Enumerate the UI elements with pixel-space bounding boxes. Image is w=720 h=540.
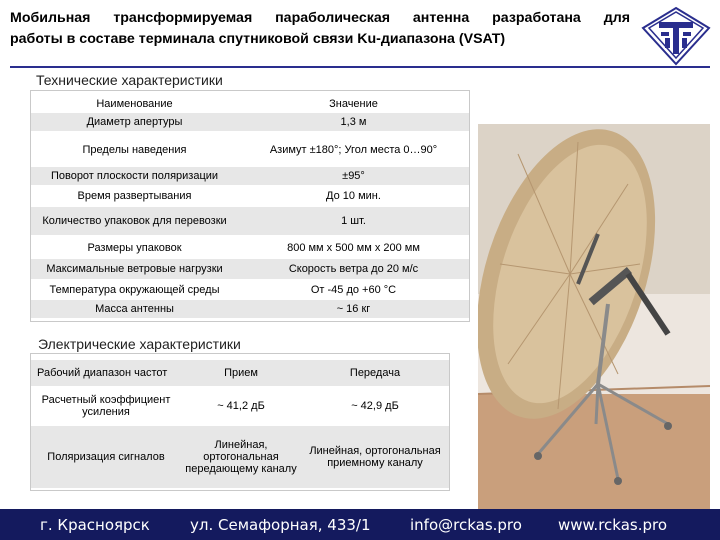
tech-section-heading: Технические характеристики	[36, 72, 223, 88]
header-divider	[10, 66, 710, 68]
table-row	[31, 239, 469, 257]
param-name: Расчетный коэффициент усиления	[41, 394, 171, 418]
param-name: Количество упаковок для перевозки	[42, 215, 227, 227]
elec-section-heading: Электрические характеристики	[38, 336, 241, 352]
param-value: ~ 16 кг	[336, 303, 371, 315]
title-line-2: работы в составе терминала спутниковой связи Ku-диапазона (VSAT)	[10, 31, 506, 47]
param-value: 800 мм х 500 мм х 200 мм	[287, 242, 420, 254]
param-name: Пределы наведения	[82, 144, 187, 156]
header-value: Значение	[329, 98, 378, 110]
header-name: Наименование	[96, 98, 173, 110]
receive-value: Прием	[224, 367, 258, 379]
transmit-value: Линейная, ортогональная приемному каналу	[309, 445, 441, 469]
table-header-row	[31, 97, 469, 111]
company-logo-icon	[641, 6, 711, 66]
param-name: Максимальные ветровые нагрузки	[46, 263, 223, 275]
table-row	[31, 259, 469, 279]
table-row	[31, 388, 449, 424]
param-name: Диаметр апертуры	[86, 116, 183, 128]
receive-value: Линейная, ортогональная передающему каналу	[185, 439, 297, 475]
table-row	[31, 281, 469, 299]
param-name: Размеры упаковок	[87, 242, 182, 254]
footer-bar	[0, 509, 720, 540]
transmit-value: ~ 42,9 дБ	[351, 400, 399, 412]
footer-city: г. Красноярск	[40, 516, 150, 534]
table-row	[31, 135, 469, 165]
param-name: Поляризация сигналов	[47, 451, 165, 463]
tech-specs-table	[30, 90, 470, 322]
table-row	[31, 167, 469, 185]
footer-email[interactable]: info@rckas.pro	[410, 516, 522, 534]
param-value: 1 шт.	[341, 215, 366, 227]
param-name: Рабочий диапазон частот	[37, 367, 168, 379]
transmit-value: Передача	[349, 367, 401, 379]
footer-website[interactable]: www.rckas.pro	[558, 516, 668, 534]
table-row	[31, 187, 469, 205]
param-value: До 10 мин.	[326, 190, 381, 202]
param-value: От -45 до +60 °С	[310, 284, 397, 296]
receive-value: ~ 41,2 дБ	[217, 400, 265, 412]
page-title	[10, 8, 630, 50]
param-value: 1,3 м	[340, 116, 367, 128]
table-row	[31, 113, 469, 131]
elec-specs-table	[30, 353, 450, 491]
title-line-1: Мобильная трансформируемая параболическая антенна разработана для	[10, 10, 630, 26]
table-row	[31, 207, 469, 235]
param-name: Время развертывания	[77, 190, 192, 202]
footer-address: ул. Семафорная, 433/1	[190, 516, 371, 534]
table-row	[31, 360, 449, 386]
param-value: Азимут ±180°; Угол места 0…90°	[269, 144, 438, 156]
antenna-photo	[478, 124, 710, 514]
param-name: Температура окружающей среды	[49, 284, 220, 296]
table-row	[31, 300, 469, 318]
param-value: ±95°	[342, 170, 365, 182]
param-name: Масса антенны	[95, 303, 174, 315]
param-name: Поворот плоскости поляризации	[50, 170, 219, 182]
param-value: Скорость ветра до 20 м/с	[288, 263, 419, 275]
table-row	[31, 426, 449, 488]
